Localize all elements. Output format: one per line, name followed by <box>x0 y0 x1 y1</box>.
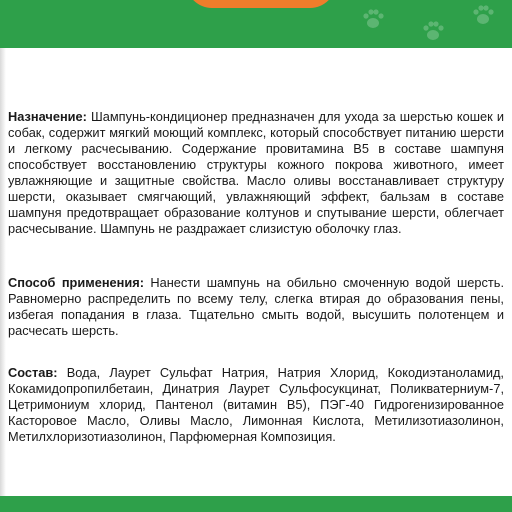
purpose-text: Шампунь-кондиционер предназначен для ухода за шерстью кошек и собак, содержит мягкий моющий комплекс, который способствует питанию шерсти и легкому расчесыванию. Содержание провитамина B5 в составе шампуня способствует восстановлению структуры кожного покрова животного, имеет увлажняющие и защитные свойства. Масло оливы восстанавливает структуру шерсти, оказывает смягчающий, увлажняющий эффект, бальзам в составе шампуня предотвращает образование колтунов и спутывание шерсти, облегчает расчесывание. Шампунь не раздражает слизистую оболочку глаз. <box>8 109 504 236</box>
label-top-band <box>0 0 512 48</box>
label-bottom-band <box>0 496 512 512</box>
orange-accent-shape <box>186 0 336 8</box>
ingredients-paragraph <box>8 365 504 445</box>
purpose-paragraph <box>8 109 504 237</box>
paw-print-icon <box>470 2 496 28</box>
paw-print-icon <box>360 6 386 32</box>
purpose-label: Назначение: <box>8 109 87 124</box>
usage-paragraph <box>8 275 504 339</box>
usage-label: Способ применения: <box>8 275 144 290</box>
ingredients-label: Состав: <box>8 365 58 380</box>
usage-text: Нанести шампунь на обильно смоченную водой шерсть. Равномерно распределить по всему телу, слегка втирая до образования пены, избегая попадания в глаза. Тщательно смыть водой, высушить полотенцем и расчесать шерсть. <box>8 275 505 338</box>
label-edge-shade <box>0 48 6 496</box>
paw-print-icon <box>420 18 446 44</box>
ingredients-text: Вода, Лаурет Сульфат Натрия, Натрия Хлорид, Кокодиэтаноламид, Кокамидопропилбетаин, Динатрия Лаурет Сульфосукцинат, Поликватерниум-7, Цетримониум хлорид, Пантенол (витамин B5), ПЭГ-40 Гидрогенизированное Касторовое Масло, Оливы Масло, Лимонная Кислота, Метилизотиазолинон, Метилхлоризотиазолинон, Парфюмерная Композиция. <box>8 365 504 444</box>
